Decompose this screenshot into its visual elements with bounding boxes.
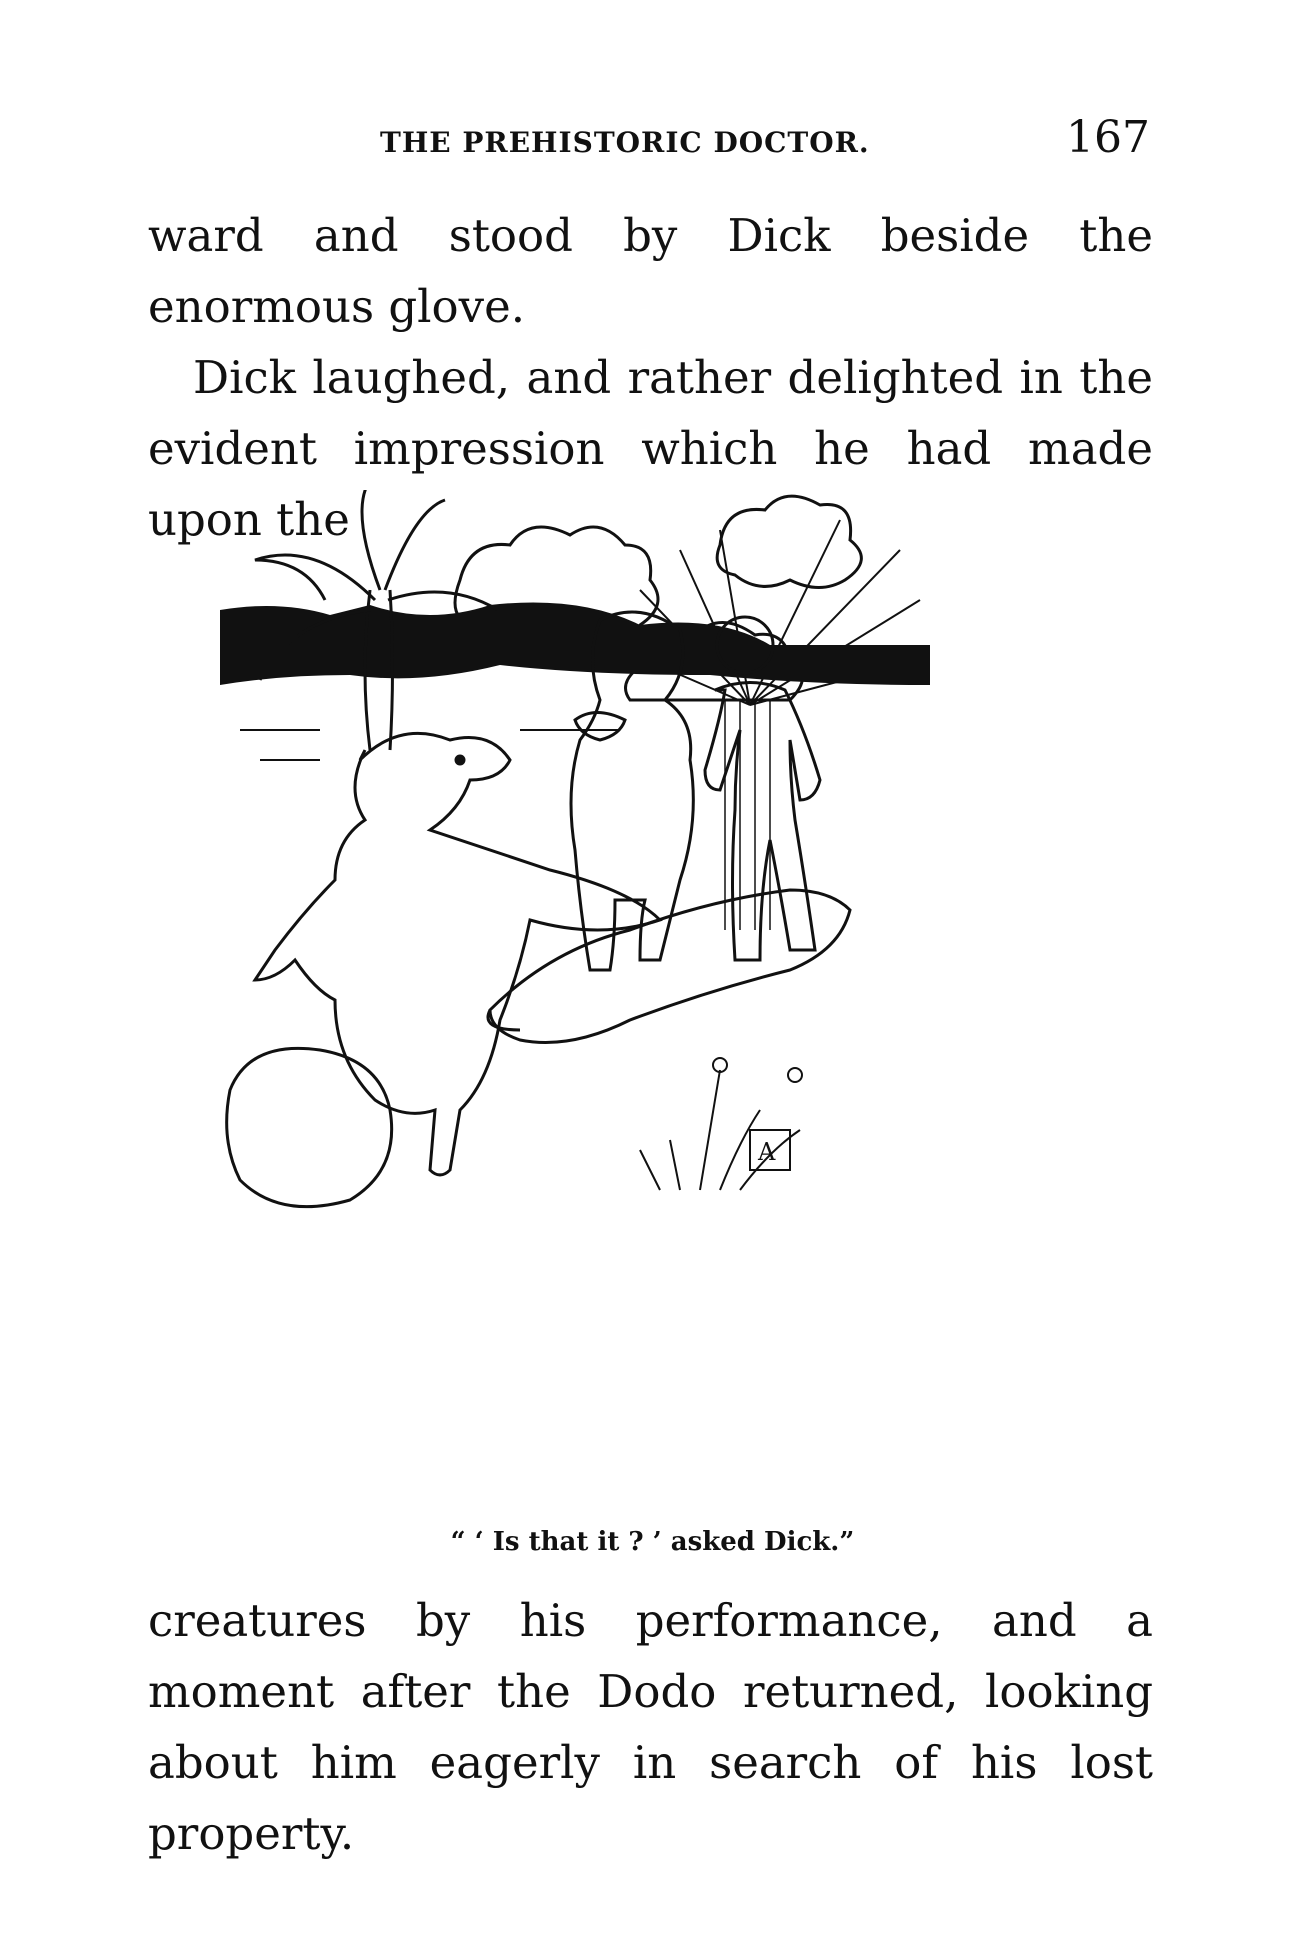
dodo-illustration [220, 490, 1080, 1520]
flowers [640, 1058, 802, 1190]
body-text-bottom [148, 1585, 1153, 1869]
paragraph: creatures by his performance, and a moment after the Dodo returned, looking about him eagerly in search of his lost property. [148, 1594, 1153, 1860]
monogram-icon: A [758, 1138, 776, 1166]
running-head [150, 108, 1150, 168]
paragraph: ward and stood by Dick beside the enormous glove. [148, 209, 1153, 333]
dark-hills [220, 603, 930, 686]
glove-figure [488, 890, 850, 1043]
illustration-caption: “ ‘ Is that it ? ’ asked Dick.” [450, 1527, 855, 1557]
cloud-icon [717, 496, 861, 587]
paragraph: Dick laughed, and rather delighted in the evident impression which he had made upon the [148, 351, 1153, 546]
page-number: 167 [1066, 112, 1150, 163]
running-title: THE PREHISTORIC DOCTOR. [380, 126, 870, 159]
